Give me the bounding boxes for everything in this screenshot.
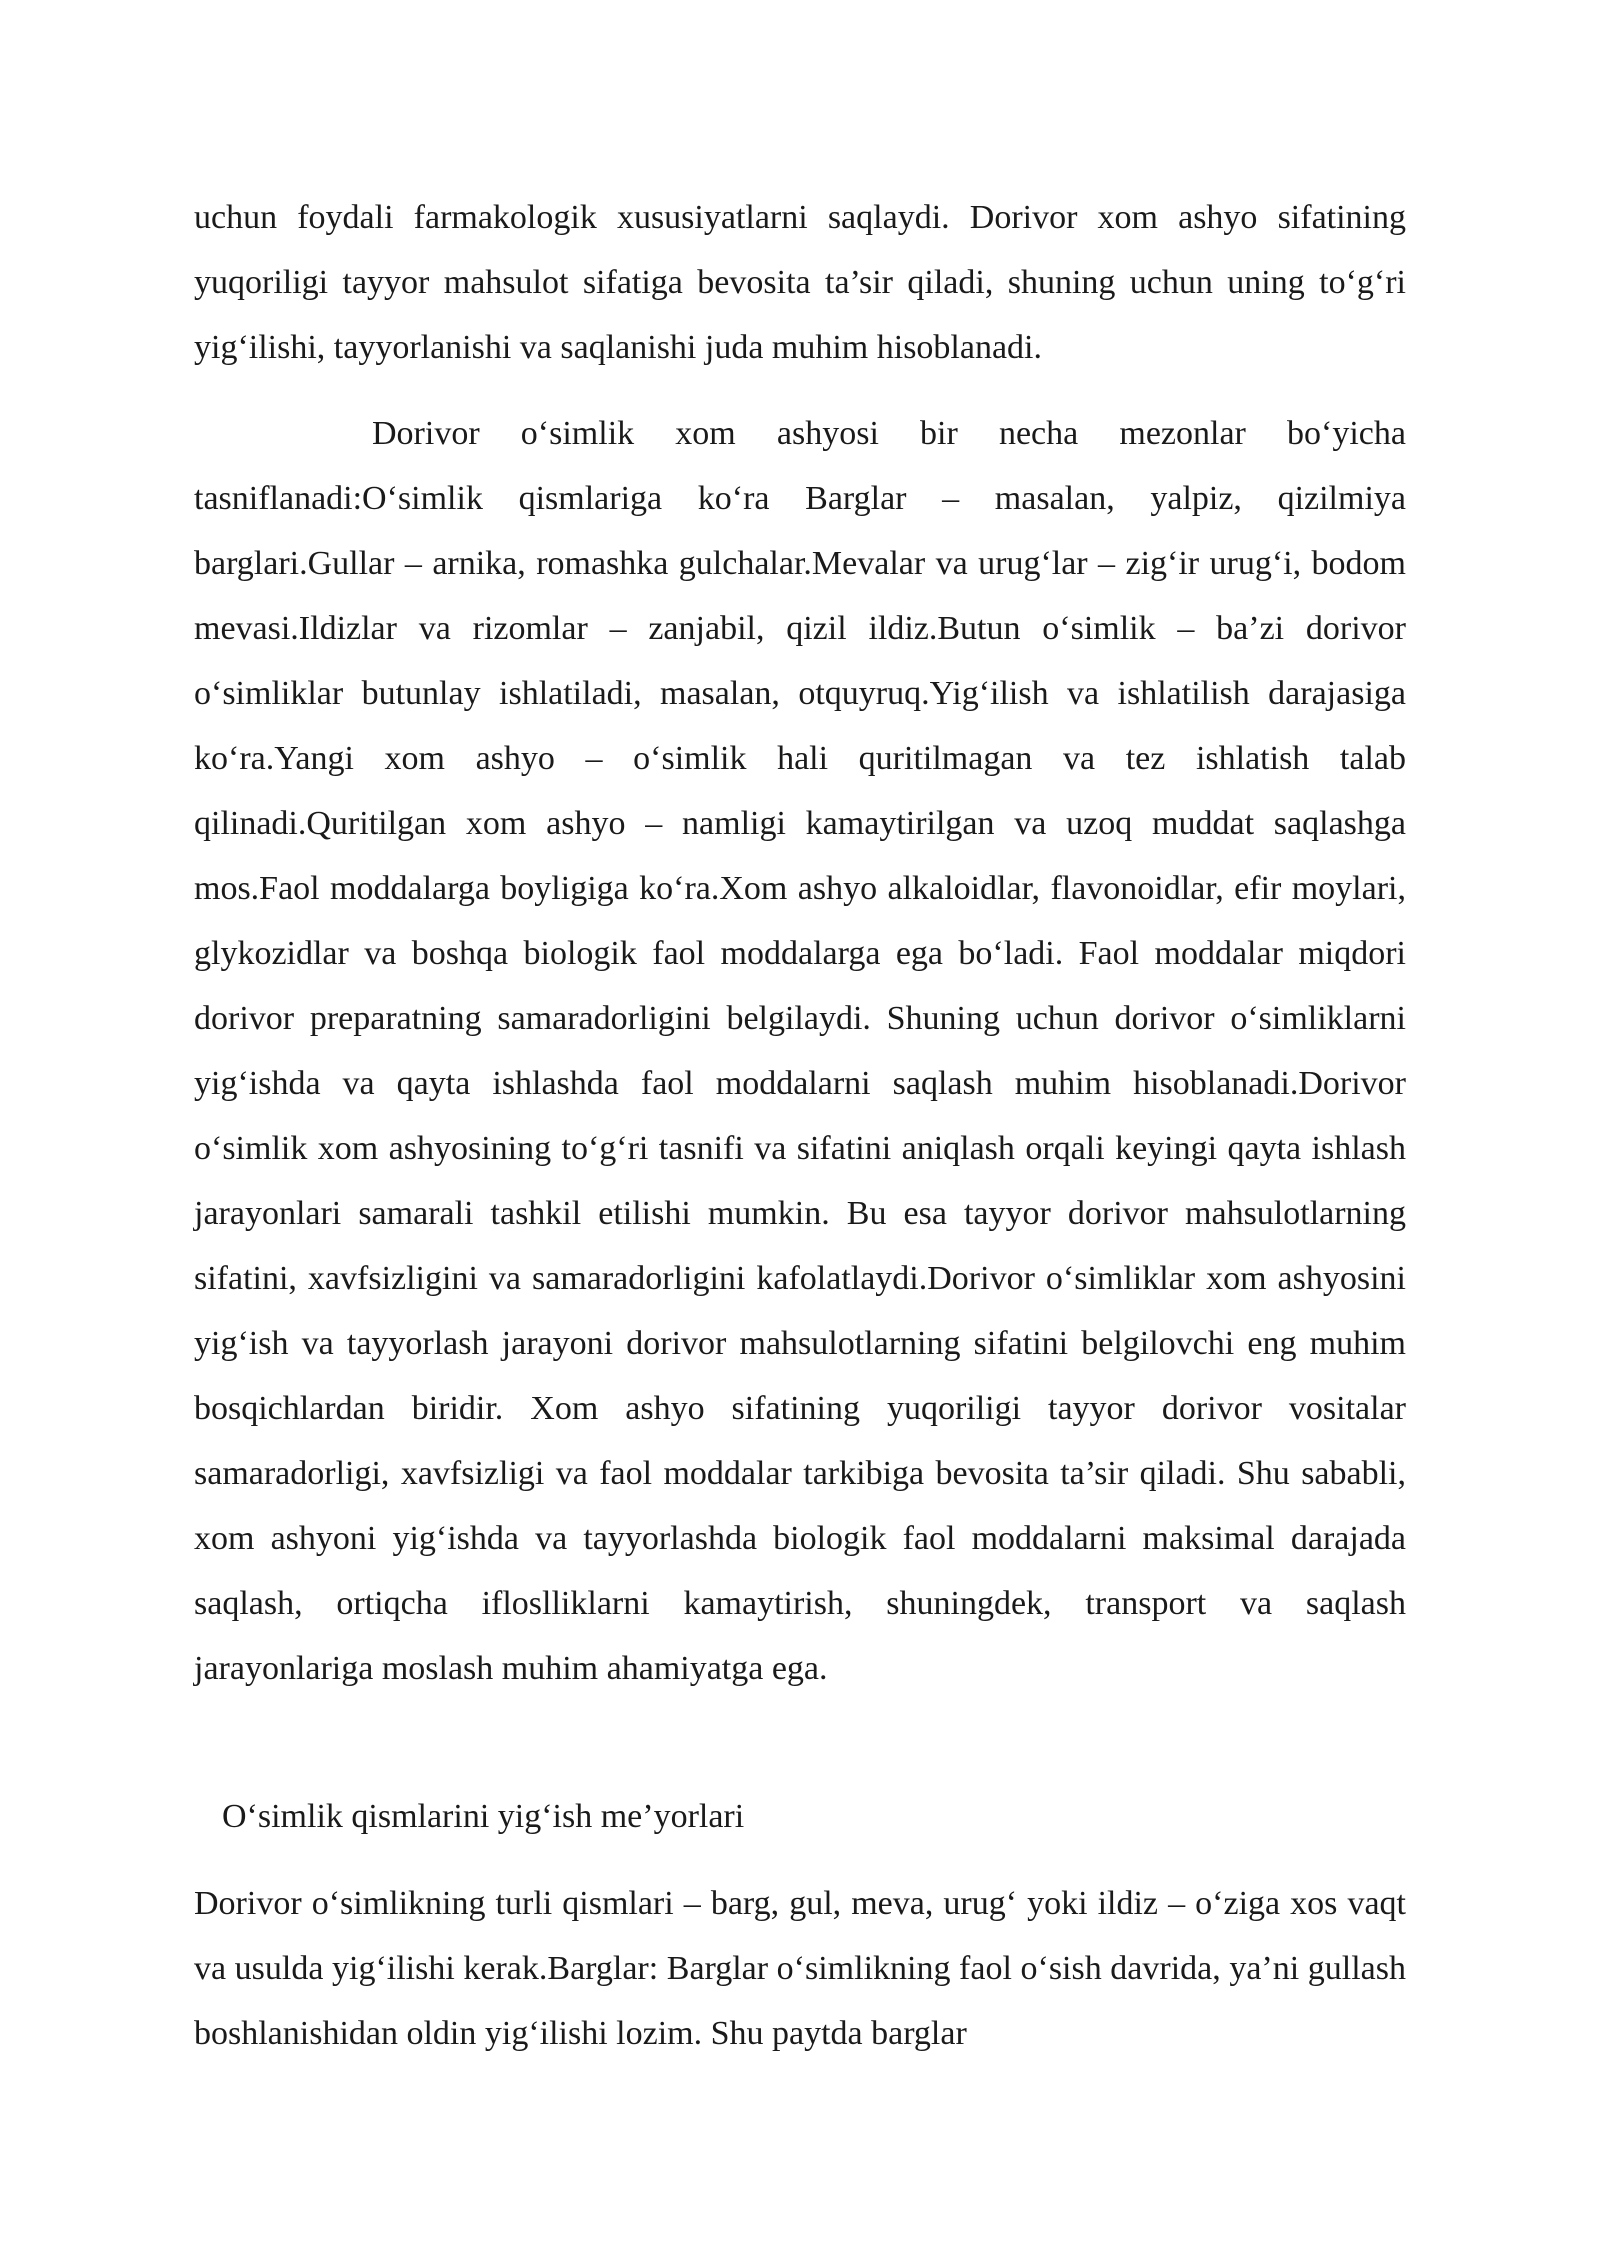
paragraph-intro: uchun foydali farmakologik xususiyatlarni saqlaydi. Dorivor xom ashyo sifatining yuqoriligi tayyor mahsulot sifatiga bevosita ta’sir qiladi, shuning uchun uning to‘g‘ri yig‘ilishi, tayyorlanishi va saqlanishi juda muhim hisoblanadi. — [194, 199, 1406, 366]
section-heading: O‘simlik qismlarini yig‘ish me’yorlari — [222, 1798, 745, 1835]
paragraph-classification: Dorivor o‘simlik xom ashyosi bir necha mezonlar bo‘yicha tasniflanadi:O‘simlik qismlariga ko‘ra Barglar – masalan, yalpiz, qizilmiya barglari.Gullar – arnika, romashka gulchalar.Mevalar va urug‘lar – zig‘ir urug‘i, bodom mevasi.Ildizlar va rizomlar – zanjabil, qizil ildiz.Butun o‘simlik – ba’zi dorivor o‘simliklar butunlay ishlatiladi, masalan, otquyruq.Yig‘ilish va ishlatilish darajasiga ko‘ra.Yangi xom ashyo – o‘simlik hali quritilmagan va tez ishlatish talab qilinadi.Quritilgan xom ashyo – namligi kamaytirilgan va uzoq muddat saqlashga mos.Faol moddalarga boyligiga ko‘ra.Xom ashyo alkaloidlar, flavonoidlar, efir moylari, glykozidlar va boshqa biologik faol moddalarga ega bo‘ladi. Faol moddalar miqdori dorivor preparatning samaradorligini belgilaydi. Shuning uchun dorivor o‘simliklarni yig‘ishda va qayta ishlashda faol moddalarni saqlash muhim hisoblanadi.Dorivor o‘simlik xom ashyosining to‘g‘ri tasnifi va sifatini aniqlash orqali keyingi qayta ishlash jarayonlari samarali tashkil etilishi mumkin. Bu esa tayyor dorivor mahsulotlarning sifatini, xavfsizligini va samaradorligini kafolatlaydi.Dorivor o‘simliklar xom ashyosini yig‘ish va tayyorlash jarayoni dorivor mahsulotlarning sifatini belgilovchi eng muhim bosqichlardan biridir. Xom ashyo sifatining yuqoriligi tayyor dorivor vositalar samaradorligi, xavfsizligi va faol moddalar tarkibiga bevosita ta’sir qiladi. Shu sababli, xom ashyoni yig‘ishda va tayyorlashda biologik faol moddalarni maksimal darajada saqlash, ortiqcha ifloslliklarni kamaytirish, shuningdek, transport va saqlash jarayonlariga moslash muhim ahamiyatga ega. — [194, 415, 1406, 1687]
paragraph-collection-norms: Dorivor o‘simlikning turli qismlari – barg, gul, meva, urug‘ yoki ildiz – o‘ziga xos vaqt va usulda yig‘ilishi kerak.Barglar: Barglar o‘simlikning faol o‘sish davrida, ya’ni gullash boshlanishidan oldin yig‘ilishi lozim. Shu paytda barglar — [194, 1885, 1406, 2052]
